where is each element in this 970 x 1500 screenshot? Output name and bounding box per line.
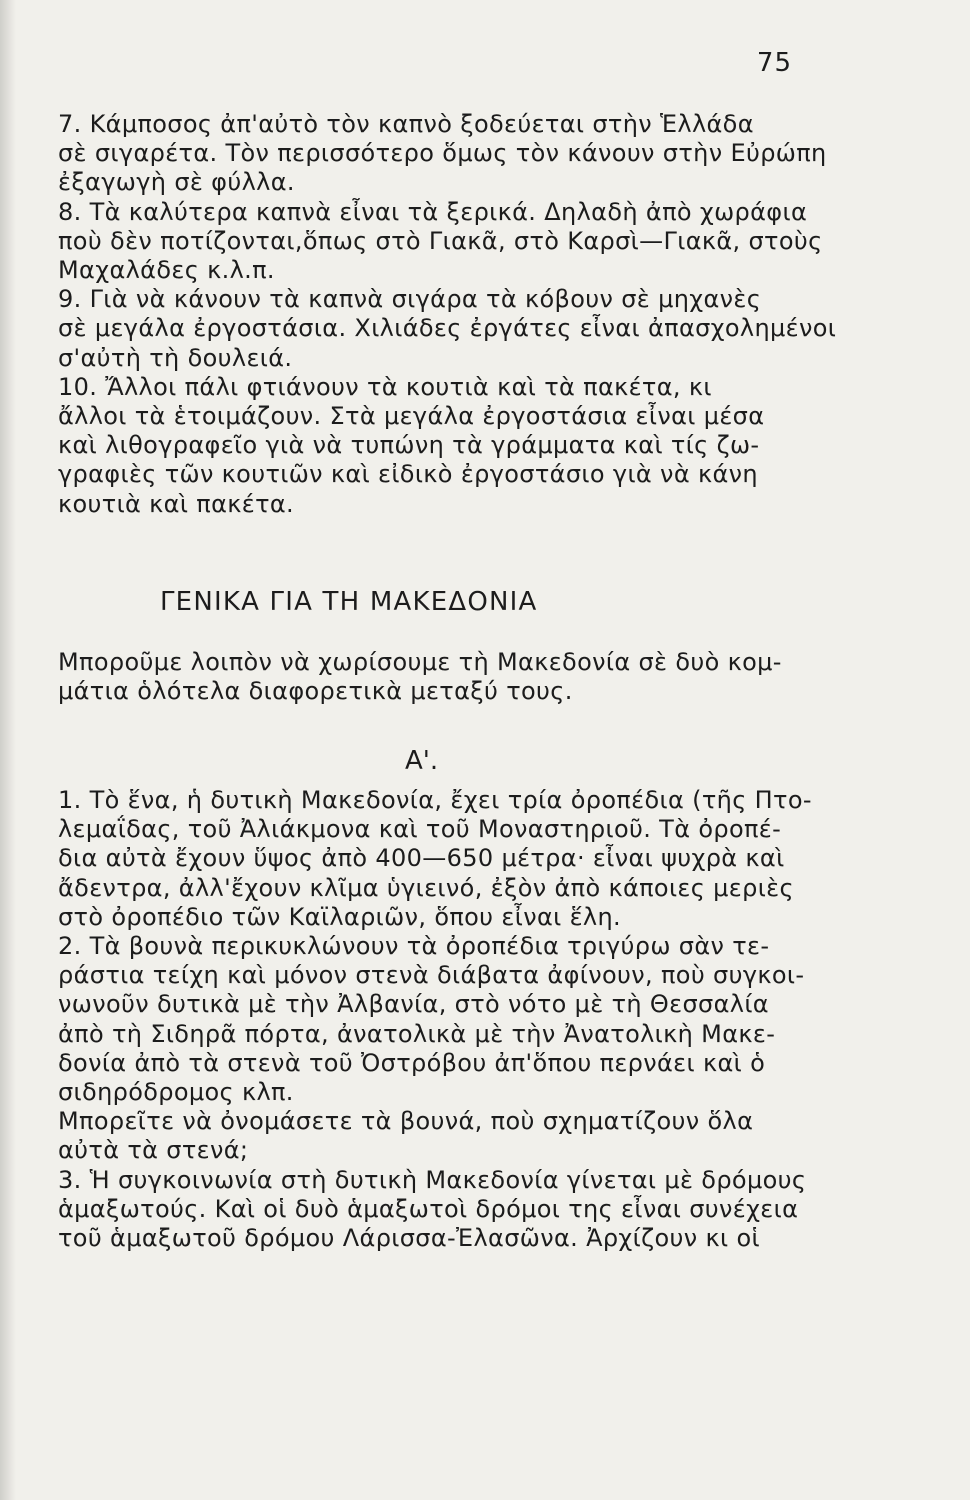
text-line: τοῦ ἁμαξωτοῦ δρόμου Λάρισσα-Ἐλασῶνα. Ἀρχίζουν κι οἱ [58, 1224, 760, 1253]
bottom-text-block [58, 786, 848, 1253]
text-line: δονία ἀπὸ τὰ στενὰ τοῦ Ὀστρόβου ἀπ'ὅπου περνάει καὶ ὁ [58, 1048, 766, 1077]
text-line: Μποροῦμε λοιπὸν νὰ χωρίσουμε τὴ Μακεδονία σὲ δυὸ κομ- [58, 648, 782, 676]
text-line: 10. Ἄλλοι πάλι φτιάνουν τὰ κουτιὰ καὶ τὰ πακέτα, κι [58, 372, 712, 401]
text-line: Μπορεῖτε νὰ ὀνομάσετε τὰ βουνά, ποὺ σχηματίζουν ὅλα [58, 1107, 754, 1136]
text-line: 3. Ἡ συγκοινωνία στὴ δυτικὴ Μακεδονία γίνεται μὲ δρόμους [58, 1165, 807, 1194]
paragraph-group-top [58, 110, 838, 519]
page-binding-edge [0, 0, 16, 1500]
text-line: δια αὐτὰ ἔχουν ὕψος ἀπὸ 400—650 μέτρα· εἶναι ψυχρὰ καὶ [58, 844, 785, 873]
text-line: σὲ μεγάλα ἐργοστάσια. Χιλιάδες ἐργάτες εἶναι ἀπασχολημένοι [58, 314, 837, 343]
text-line: νωνοῦν δυτικὰ μὲ τὴν Ἀλβανία, στὸ νότο μὲ τὴ Θεσσαλία [58, 990, 769, 1019]
text-line: 9. Γιὰ νὰ κάνουν τὰ καπνὰ σιγάρα τὰ κόβουν σὲ μηχανὲς [58, 285, 762, 314]
text-line: 2. Τὰ βουνὰ περικυκλώνουν τὰ ὀροπέδια τριγύρω σὰν τε- [58, 932, 770, 961]
text-line: 7. Κάμποσος ἀπ'αὐτὸ τὸν καπνὸ ξοδεύεται στὴν Ἑλλάδα [58, 110, 754, 138]
text-line: μάτια ὁλότελα διαφορετικὰ μεταξύ τους. [58, 677, 573, 706]
subsection-marker: Α'. [405, 746, 439, 776]
text-line: 1. Τὸ ἕνα, ἡ δυτικὴ Μακεδονία, ἔχει τρία ὀροπέδια (τῆς Πτο- [58, 786, 812, 814]
page-number: 75 [756, 48, 792, 78]
text-line: ράστια τείχη καὶ μόνον στενὰ διάβατα ἀφίνουν, ποὺ συγκοι- [58, 961, 805, 990]
text-line: σὲ σιγαρέτα. Τὸν περισσότερο ὅμως τὸν κάνουν στὴν Εὐρώπη [58, 139, 827, 168]
text-line: αὐτὰ τὰ στενά; [58, 1136, 249, 1165]
text-line: ἄλλοι τὰ ἑτοιμάζουν. Στὰ μεγάλα ἐργοστάσια εἶναι μέσα [58, 402, 765, 431]
text-line: ἐξαγωγὴ σὲ φύλλα. [58, 168, 295, 197]
middle-text-block [58, 648, 838, 706]
text-line: σ'αὐτὴ τὴ δουλειά. [58, 343, 293, 372]
paragraph-group-middle [58, 648, 838, 706]
text-line: σιδηρόδρομος κλπ. [58, 1078, 294, 1107]
text-line: Μαχαλάδες κ.λ.π. [58, 256, 275, 285]
text-line: καὶ λιθογραφεῖο γιὰ νὰ τυπώνη τὰ γράμματα καὶ τίς ζω- [58, 431, 760, 460]
paragraph-group-bottom [58, 786, 848, 1253]
text-line: στὸ ὀροπέδιο τῶν Καϊλαριῶν, ὅπου εἶναι ἕλη. [58, 902, 621, 931]
text-line: ἀπὸ τὴ Σιδηρᾶ πόρτα, ἀνατολικὰ μὲ τὴν Ἀνατολικὴ Μακε- [58, 1019, 776, 1048]
text-line: λεμαΐδας, τοῦ Ἀλιάκμονα καὶ τοῦ Μοναστηριοῦ. Τὰ ὀροπέ- [58, 815, 782, 844]
text-line: ἁμαξωτούς. Καὶ οἱ δυὸ ἁμαξωτοὶ δρόμοι της εἶναι συνέχεια [58, 1194, 799, 1223]
text-line: κουτιὰ καὶ πακέτα. [58, 489, 295, 518]
text-line: γραφιὲς τῶν κουτιῶν καὶ εἰδικὸ ἐργοστάσιο γιὰ νὰ κάνη [58, 460, 758, 489]
top-text-block [58, 110, 838, 519]
section-heading: ΓΕΝΙΚΑ ΓΙΑ ΤΗ ΜΑΚΕΔΟΝΙΑ [160, 587, 538, 617]
text-line: ἄδεντρα, ἀλλ'ἔχουν κλῖμα ὑγιεινό, ἐξὸν ἀπὸ κάποιες μεριὲς [58, 873, 794, 902]
text-line: 8. Τὰ καλύτερα καπνὰ εἶναι τὰ ξερικά. Δηλαδὴ ἀπὸ χωράφια [58, 197, 808, 226]
text-line: ποὺ δὲν ποτίζονται,ὅπως στὸ Γιακᾶ, στὸ Καρσὶ—Γιακᾶ, στοὺς [58, 226, 823, 255]
